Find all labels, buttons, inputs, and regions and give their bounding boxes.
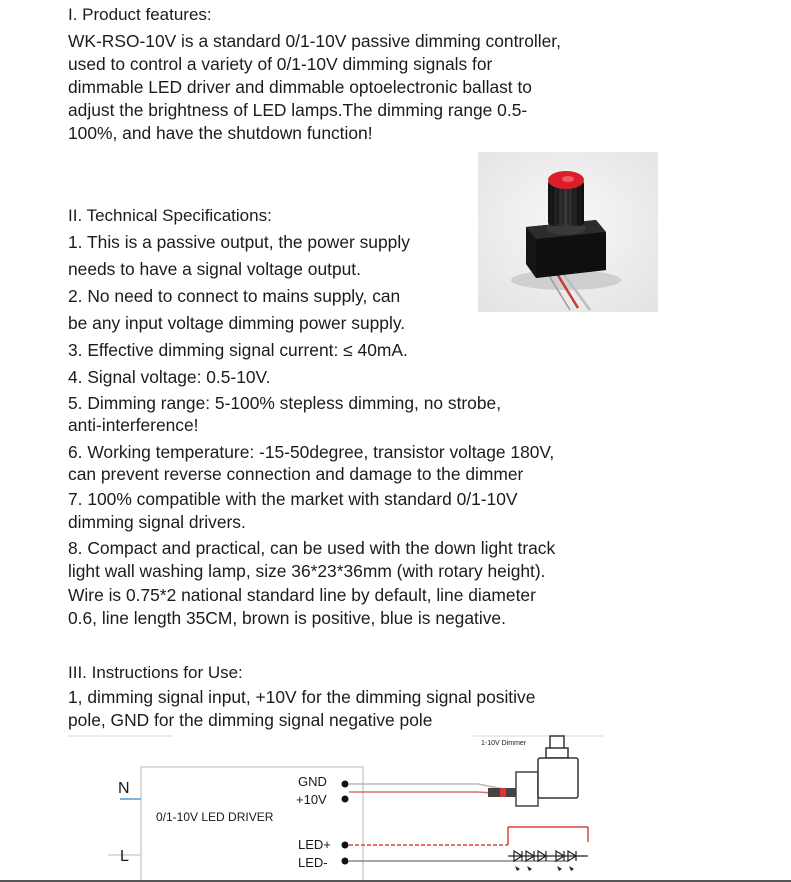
specs-line: 5. Dimming range: 5-100% stepless dimming, no strobe,	[68, 393, 502, 413]
instructions-line: 1, dimming signal input, +10V for the dimming signal positive	[68, 687, 536, 707]
specs-line: anti-interference!	[68, 415, 199, 435]
wiring-diagram	[68, 730, 791, 882]
terminal-n-label: N	[118, 780, 130, 797]
specs-line: Wire is 0.75*2 national standard line by default, line diameter	[68, 585, 536, 605]
product-photo	[478, 152, 658, 312]
specs-line: can prevent reverse connection and damage to the dimmer	[68, 464, 524, 484]
gnd-label: GND	[298, 774, 327, 789]
specs-line: needs to have a signal voltage output.	[68, 259, 361, 279]
specs-line: 2. No need to connect to mains supply, can	[68, 286, 401, 306]
led-minus-label: LED-	[298, 855, 328, 870]
specs-line: 7. 100% compatible with the market with standard 0/1-10V	[68, 489, 518, 509]
specs-line: 1. This is a passive output, the power supply	[68, 232, 410, 252]
specs-line: dimming signal drivers.	[68, 512, 246, 532]
specs-line: 6. Working temperature: -15-50degree, transistor voltage 180V,	[68, 442, 555, 462]
led-plus-label: LED+	[298, 837, 331, 852]
specs-line: 0.6, line length 35CM, brown is positive, blue is negative.	[68, 608, 506, 628]
led-plus-terminal	[342, 842, 349, 849]
instructions-line: pole, GND for the dimming signal negative pole	[68, 710, 433, 730]
features-line: 100%, and have the shutdown function!	[68, 123, 373, 143]
gnd-terminal	[342, 781, 349, 788]
plus10v-terminal	[342, 796, 349, 803]
specs-line: 4. Signal voltage: 0.5-10V.	[68, 367, 271, 387]
features-line: adjust the brightness of LED lamps.The dimming range 0.5-	[68, 100, 528, 120]
features-line: used to control a variety of 0/1-10V dimming signals for	[68, 54, 493, 74]
driver-label: 0/1-10V LED DRIVER	[156, 810, 274, 824]
specs-line: 3. Effective dimming signal current: ≤ 40mA.	[68, 340, 408, 360]
dimmer-label: 1-10V Dimmer	[481, 740, 527, 747]
specs-line: be any input voltage dimming power supply.	[68, 313, 406, 333]
terminal-l-label: L	[120, 848, 129, 865]
plus10v-label: +10V	[296, 792, 327, 807]
features-heading: I. Product features:	[68, 5, 212, 24]
specs-heading: II. Technical Specifications:	[68, 206, 272, 225]
specs-line: 8. Compact and practical, can be used with the down light track	[68, 538, 556, 558]
led-minus-terminal	[342, 858, 349, 865]
specs-line: light wall washing lamp, size 36*23*36mm (with rotary height).	[68, 561, 546, 581]
instructions-heading: III. Instructions for Use:	[68, 663, 243, 682]
features-line: WK-RSO-10V is a standard 0/1-10V passive dimming controller,	[68, 31, 561, 51]
features-line: dimmable LED driver and dimmable optoelectronic ballast to	[68, 77, 532, 97]
